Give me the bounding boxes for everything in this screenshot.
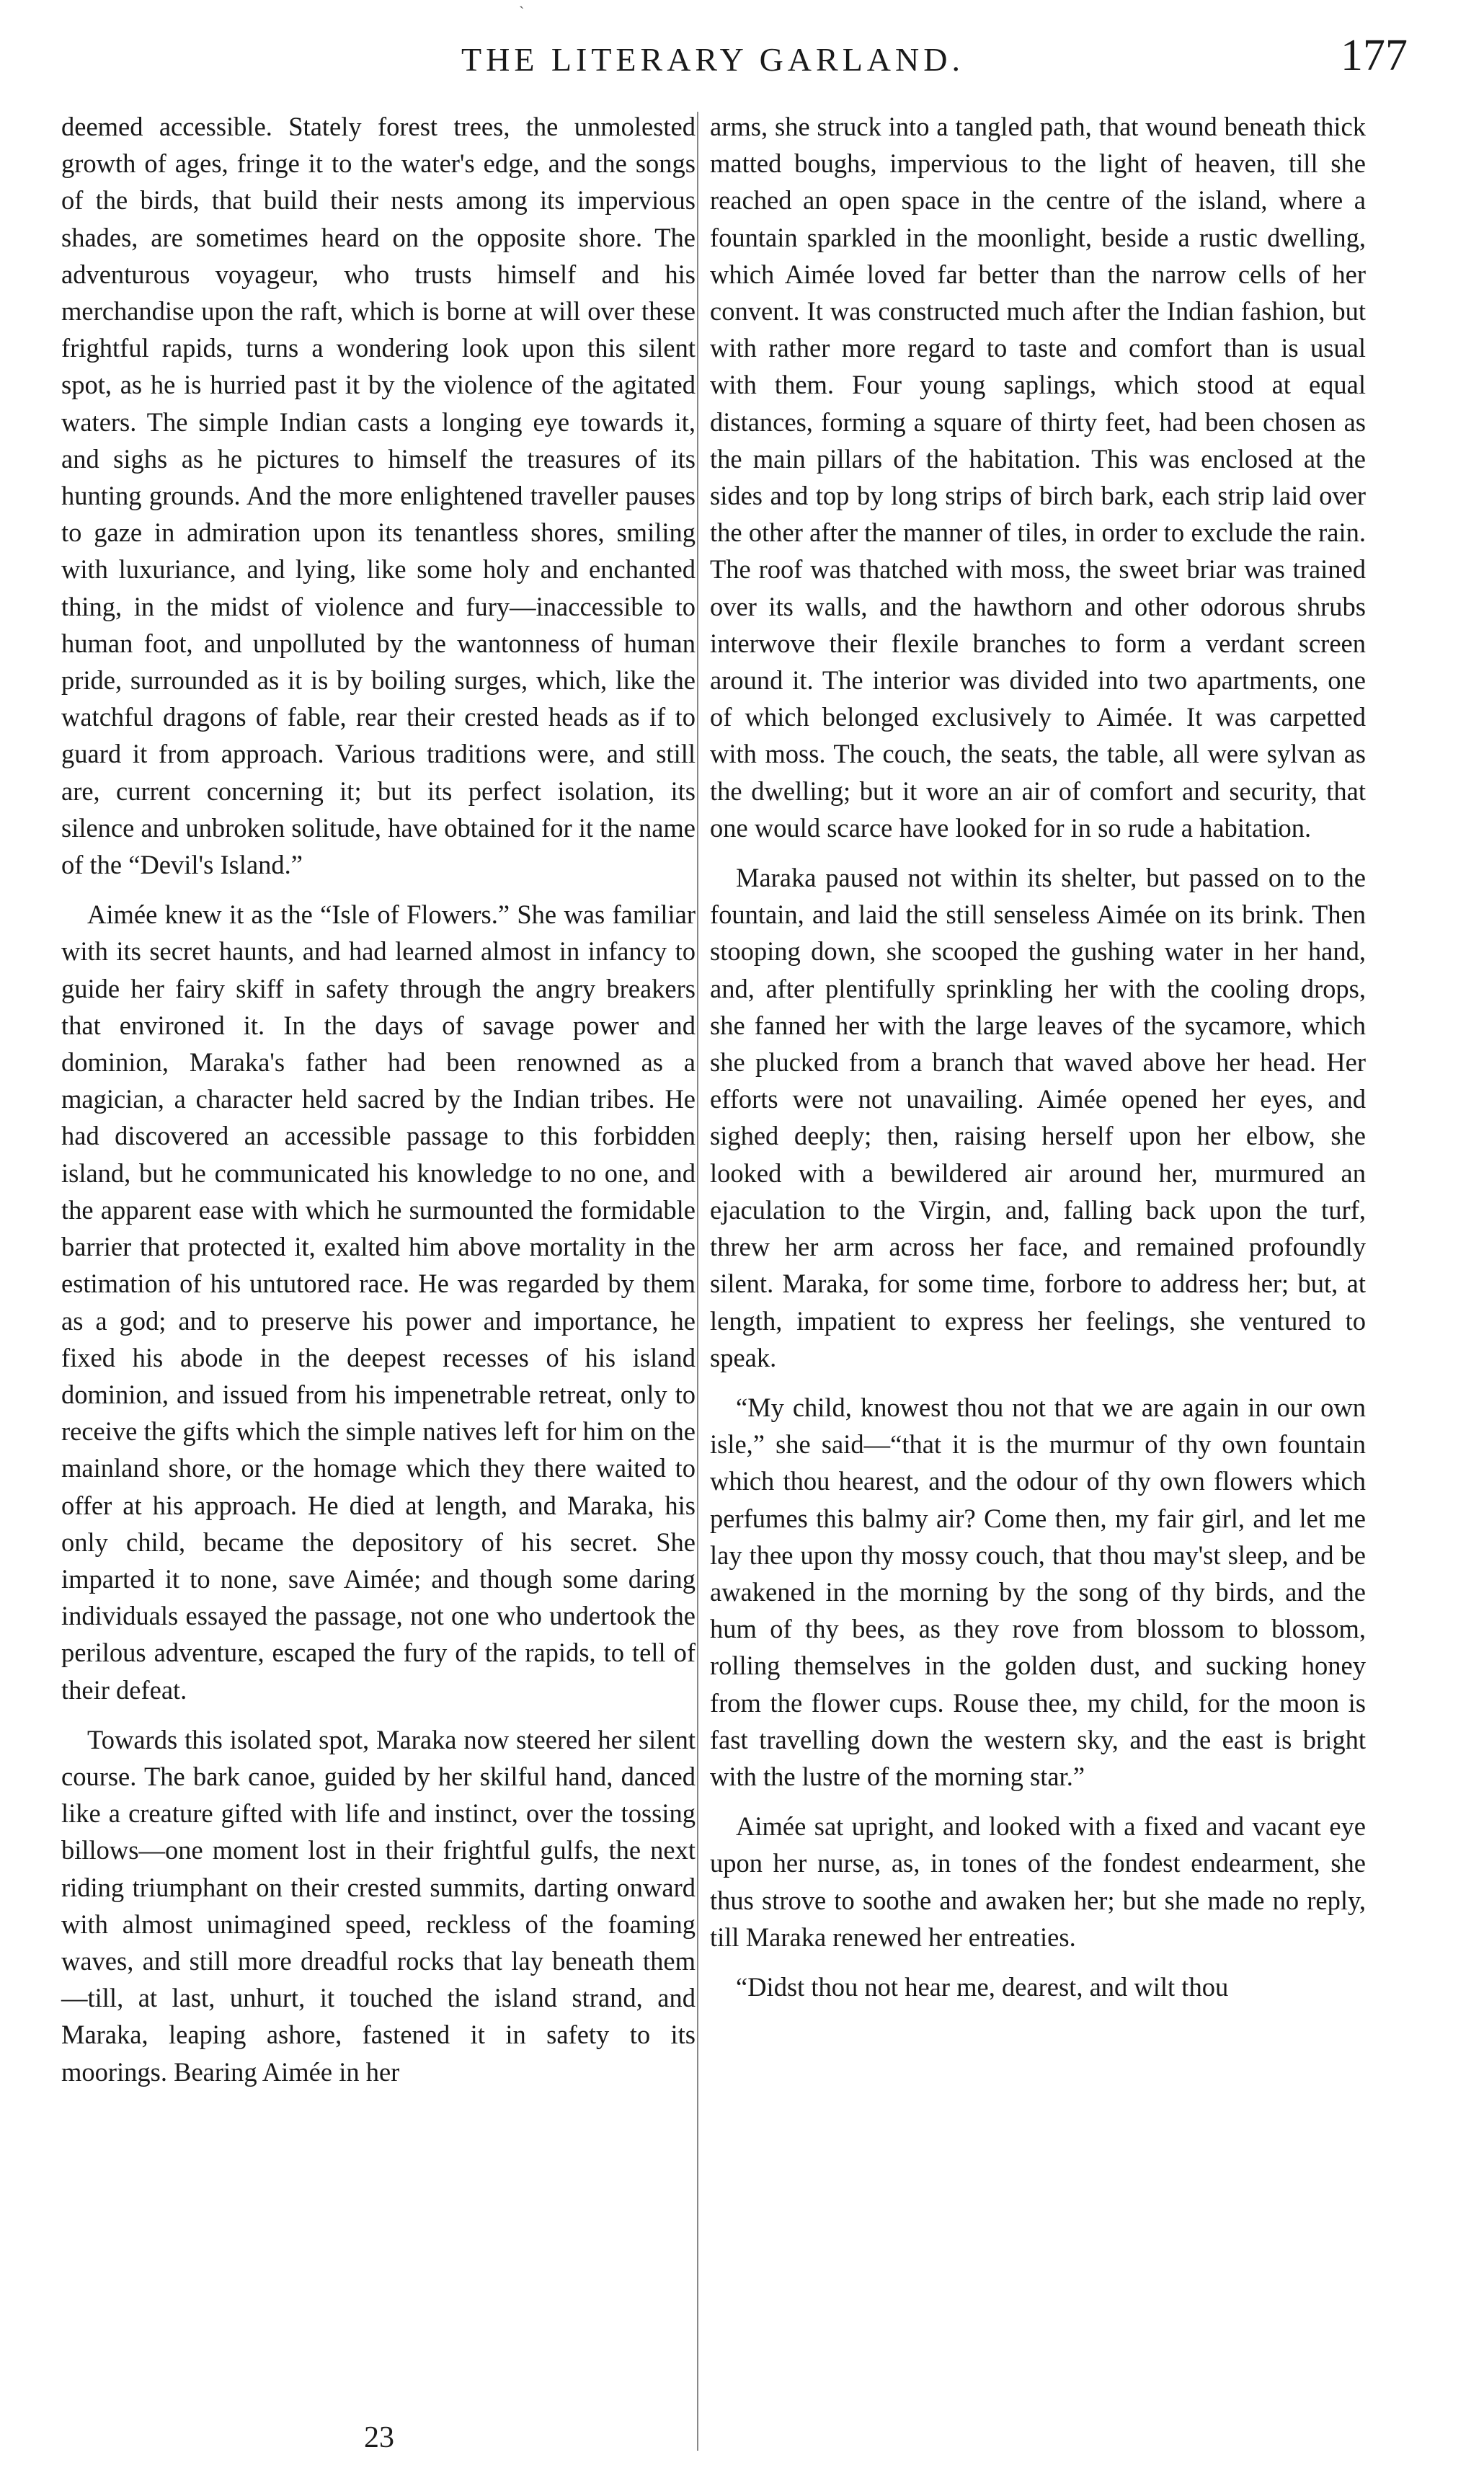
paragraph: Maraka paused not within its shelter, but passed on to the fountain, and laid the still senseless Aimée on its brink. Then stooping down, she scooped the gushing water in her hand, and, after plentifully sprinkling her with the cooling drops, she fanned her with the large leaves of the sycamore, which she plucked from a branch that waved above her head. Her efforts were not unavailing. Aimée opened her eyes, and sighed deeply; then, raising herself upon her elbow, she looked with a bewildered air around her, murmured an ejaculation to the Virgin, and, falling back upon the turf, threw her arm across her face, and remained profoundly silent. Maraka, for some time, forbore to address her; but, at length, impatient to express her feelings, she ventured to speak.	[710, 863, 1366, 1372]
paragraph: arms, she struck into a tangled path, that wound beneath thick matted boughs, impervious to the light of heaven, till she reached an open space in the centre of the island, where a fountain sparkled in the moonlight, beside a rustic dwelling, which Aimée loved far better than the narrow cells of her convent. It was constructed much after the Indian fashion, but with rather more regard to taste and comfort than is usual with them. Four young saplings, which stood at equal distances, forming a square of thirty feet, had been chosen as the main pillars of the habitation. This was enclosed at the sides and top by long strips of birch bark, each strip laid over the other after the manner of tiles, in order to exclude the rain. The roof was thatched with moss, the sweet briar was trained over its walls, and the hawthorn and other odorous shrubs interwove their flexile branches to form a verdant screen around it. The interior was divided into two apartments, one of which belonged exclusively to Aimée. It was carpetted with moss. The couch, the seats, the table, all were sylvan as the dwelling; but it wore an air of comfort and security, that one would scarce have looked for in so rude a habitation.	[710, 112, 1366, 843]
signature-mark: 23	[364, 2421, 394, 2454]
page-header	[68, 29, 1416, 86]
left-column	[61, 108, 696, 2103]
printer-mark: `	[519, 3, 525, 21]
paragraph: “My child, knowest thou not that we are again in our own isle,” she said—“that it is the murmur of thy own fountain which thou hearest, and the odour of thy own flowers which perfumes this balmy air? Come then, my fair girl, and let me lay thee upon thy mossy couch, that thou may'st sleep, and be awakened in the morning by the song of thy birds, and the hum of thy bees, as they rove from blossom to blossom, rolling themselves in the golden dust, and sucking honey from the flower cups. Rouse thee, my child, for the moon is fast travelling down the western sky, and the east is bright with the lustre of the morning star.”	[710, 1392, 1366, 1791]
paragraph: “Didst thou not hear me, dearest, and wilt thou	[736, 1971, 1229, 2002]
running-title: THE LITERARY GARLAND.	[461, 41, 964, 78]
paragraph: Aimée knew it as the “Isle of Flowers.” She was familiar with its secret haunts, and had learned almost in infancy to guide her fairy skiff in safety through the angry breakers that environed it. In the days of savage power and dominion, Maraka's father had been renowned as a magician, a character held sacred by the Indian tribes. He had discovered an accessible passage to this forbidden island, but he communicated his knowledge to no one, and the apparent ease with which he surmounted the formidable barrier that protected it, exalted him above mortality in the estimation of his untutored race. He was regarded by them as a god; and to preserve his power and importance, he fixed his abode in the deepest recesses of his island dominion, and issued from his impenetrable retreat, only to receive the gifts which the simple natives left for him on the mainland shore, or the homage which they there waited to offer at his approach. He died at length, and Maraka, his only child, became the depository of his secret. She imparted it to none, save Aimée; and though some daring individuals essayed the passage, not one who undertook the perilous adventure, escaped the fury of the rapids, to tell of their defeat.	[61, 900, 696, 1705]
column-divider	[697, 112, 698, 2451]
paragraph: Towards this isolated spot, Maraka now steered her silent course. The bark canoe, guided by her skilful hand, danced like a creature gifted with life and instinct, over the tossing billows—one moment lost in their frightful gulfs, the next riding triumphant on their crested summits, darting onward with almost unimagined speed, reckless of the foaming waves, and still more dreadful rocks that lay beneath them—till, at last, unhurt, it touched the island strand, and Maraka, leaping ashore, fastened it in safety to its moorings. Bearing Aimée in her	[61, 1724, 696, 2087]
page-number: 177	[1341, 31, 1408, 80]
paragraph: deemed accessible. Stately forest trees, the unmolested growth of ages, fringe it to the water's edge, and the songs of the birds, that build their nests among its impervious shades, are sometimes heard on the opposite shore. The adventurous voyageur, who trusts himself and his merchandise upon the raft, which is borne at will over these frightful rapids, turns a wondering look upon this silent spot, as he is hurried past it by the violence of the agitated waters. The simple Indian casts a longing eye towards it, and sighs as he pictures to himself the treasures of its hunting grounds. And the more enlightened traveller pauses to gaze in admiration upon its tenantless shores, smiling with luxuriance, and lying, like some holy and enchanted thing, in the midst of violence and fury—inaccessible to human foot, and unpolluted by the wantonness of human pride, surrounded as it is by boiling surges, which, like the watchful dragons of fable, rear their crested heads as if to guard it from approach. Various traditions were, and still are, current concerning it; but its perfect isolation, its silence and unbroken solitude, have obtained for it the name of the “Devil's Island.”	[61, 112, 696, 880]
paragraph: Aimée sat upright, and looked with a fixed and vacant eye upon her nurse, as, in tones of the fondest endearment, she thus strove to soothe and awaken her; but she made no reply, till Maraka renewed her entreaties.	[710, 1811, 1366, 1952]
right-column	[710, 108, 1366, 2018]
